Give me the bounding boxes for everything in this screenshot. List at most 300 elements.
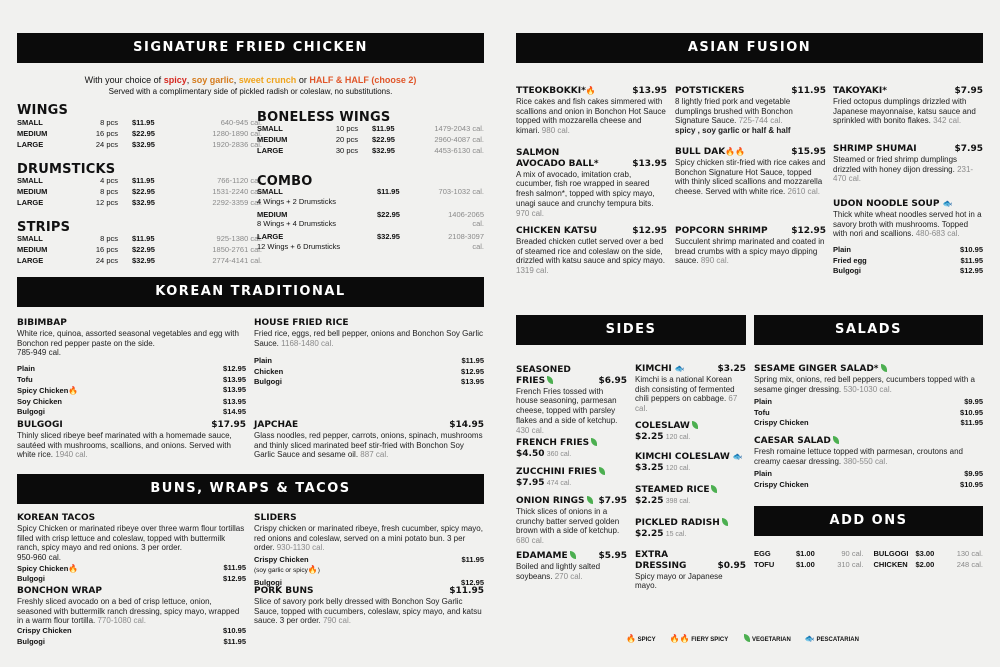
banner-title: SALADS (835, 322, 902, 338)
banner-sides (516, 315, 746, 345)
popcorn-title: POPCORN SHRIMP (675, 226, 768, 236)
option-price: $9.95 (964, 469, 983, 479)
sesame-salad-title: SESAME GINGER SALAD* (754, 364, 879, 374)
size-price: $22.95 (132, 128, 155, 138)
size-cal: 4453-6130 cal. (434, 145, 484, 155)
option-price: $12.95 (960, 266, 983, 276)
option-price: $13.95 (223, 385, 246, 395)
caesar-salad-options (754, 469, 983, 490)
kimchi-coleslaw-price: $3.25 (635, 462, 664, 473)
pork-buns-title: PORK BUNS (254, 586, 314, 596)
size-row (257, 135, 484, 146)
size-price: $32.95 (132, 139, 155, 149)
strips-title: STRIPS (17, 220, 71, 235)
size-pieces: 8 pcs (100, 234, 118, 243)
combo-cal: 1406-2065 cal. (448, 209, 484, 229)
tteokbokki-price: $13.95 (632, 86, 667, 96)
vegetarian-icon (599, 467, 605, 475)
banner-title: ADD ONS (829, 513, 908, 529)
sliders-opt1-note: (soy garlic or spicy🔥) (254, 564, 320, 574)
add-on-price: $1.00 (796, 559, 815, 569)
seasoned-fries-title-1: SEASONED (516, 365, 571, 375)
tacos-options (17, 563, 246, 585)
house-rice-options (254, 356, 484, 388)
katsu-cal: 1319 cal. (516, 266, 549, 276)
edamame-item (516, 551, 627, 581)
size-pieces: 4 pcs (100, 176, 118, 185)
pescatarian-icon: 🐟 (804, 634, 815, 643)
japchae-item (254, 420, 484, 460)
option-price: $14.95 (223, 407, 246, 417)
coleslaw-price: $2.25 (635, 431, 664, 442)
size-price: $32.95 (132, 255, 155, 265)
shrimp-shumai-item (833, 144, 983, 184)
add-on-row (754, 549, 864, 560)
seasoned-fries-price: $6.95 (598, 375, 627, 386)
add-on-cal: 310 cal. (837, 559, 864, 569)
size-pieces: 24 pcs (95, 255, 118, 265)
french-fries-title: FRENCH FRIES (516, 438, 590, 448)
udon-noodle-soup-item (833, 199, 983, 277)
boneless-wings-title: BONELESS WINGS (257, 110, 391, 125)
vegetarian-icon (833, 436, 839, 444)
banner-buns-wraps-tacos (17, 474, 484, 504)
bonchon-wrap-item (17, 586, 246, 647)
spicy-icon: 🔥 (307, 564, 318, 574)
bulgogi-price: $17.95 (211, 420, 246, 430)
size-label: LARGE (17, 255, 44, 265)
steamed-rice-cal: 398 cal. (665, 497, 691, 505)
salmon-title-line2: AVOCADO BALL* (516, 158, 599, 169)
bulldak-price: $15.95 (791, 147, 826, 157)
shumai-title: SHRIMP SHUMAI (833, 144, 917, 154)
bibimbap-options (17, 364, 246, 418)
pickled-radish-cal: 15 cal. (665, 530, 687, 538)
size-row (17, 234, 262, 245)
intro-subtext: Served with a complimentary side of pickled radish or coleslaw, no substitutions. (108, 87, 393, 96)
drumsticks-table (17, 176, 262, 209)
size-row (17, 129, 262, 140)
kimchi-price: $3.25 (717, 364, 746, 374)
popcorn-shrimp-item (675, 226, 826, 266)
option-row (754, 397, 983, 408)
tacos-desc: Spicy Chicken or marinated ribeye over three warm flour tortillas filled with crisp lettuce and coleslaw, topped with buttermilk ranch, spicy mayo and red onions. 3 per order. (17, 523, 245, 553)
bull-dak-item (675, 147, 826, 197)
option-price: $10.95 (960, 479, 983, 489)
steamed-rice-price: $2.25 (635, 495, 664, 506)
popcorn-price: $12.95 (791, 226, 826, 236)
add-on-cal: 130 cal. (956, 549, 983, 558)
size-label: MEDIUM (17, 186, 48, 196)
size-cal: 1850-2761 cal. (212, 244, 262, 254)
tteokbokki-item (516, 86, 667, 136)
option-label: Chicken (254, 366, 284, 376)
option-label: Bulgogi (17, 407, 45, 417)
kimchi-desc: Kimchi is a national Korean dish consisting of fermented chili peppers on cabbage. (635, 374, 735, 404)
combo-title: COMBO (257, 174, 313, 189)
option-price: $13.95 (223, 374, 246, 384)
wrap-title: BONCHON WRAP (17, 586, 102, 596)
caesar-salad-item (754, 436, 983, 490)
udon-desc: Thick white wheat noodles served hot in a savory broth with mushrooms. Topped with nori and scallions. (833, 209, 982, 239)
option-label: Plain (754, 397, 772, 407)
option-row (833, 245, 983, 256)
house-rice-title: HOUSE FRIED RICE (254, 318, 349, 328)
option-price: $11.95 (223, 562, 246, 572)
size-cal: 1479-2043 cal. (434, 124, 484, 133)
kimchi-item (635, 364, 746, 414)
combo-left (257, 187, 377, 207)
bibimbap-item (17, 318, 246, 418)
intro-lead: With your choice of (84, 75, 162, 85)
extra-dressing-title-1: EXTRA (635, 550, 669, 560)
option-label: Crispy Chicken (17, 626, 72, 636)
shumai-price: $7.95 (954, 144, 983, 154)
katsu-price: $12.95 (632, 226, 667, 236)
sliders-cal: 930-1130 cal. (276, 543, 325, 553)
steamed-rice-title: STEAMED RICE (635, 485, 710, 495)
shumai-cal: 231-470 cal. (833, 164, 974, 184)
size-label: MEDIUM (17, 244, 48, 254)
option-row (833, 256, 983, 267)
vegetarian-icon (587, 496, 593, 504)
option-row (833, 266, 983, 277)
bulgogi-item (17, 420, 246, 460)
size-price: $32.95 (372, 145, 395, 155)
wrap-options (17, 626, 246, 647)
sliders-desc: Crispy chicken or marinated ribeye, fresh cucumber, spicy mayo, red onions and coleslaw, served on a mini potato bun. 3 per order. (254, 523, 483, 553)
seasoned-fries-title-2: FRIES (516, 375, 546, 386)
option-label: Tofu (17, 374, 33, 384)
japchae-desc: Glass noodles, red pepper, carrots, onions, spinach, mushrooms and thinly sliced marinated beef stir-fried with Bonchon Soy Garlic Sauce and sesame oil. (254, 430, 483, 460)
size-cal: 1280-1890 cal. (212, 128, 262, 138)
bulldak-title: BULL DAK (675, 147, 726, 157)
banner-title: KOREAN TRADITIONAL (155, 284, 346, 300)
seasoned-fries-cal: 430 cal. (516, 425, 545, 435)
size-price: $11.95 (372, 124, 395, 133)
french-fries-cal: 360 cal. (546, 450, 572, 458)
add-on-name: BULGOGI (873, 549, 909, 558)
size-label: SMALL (17, 176, 43, 185)
bulgogi-desc: Thinly sliced ribeye beef marinated with a homemade sauce, sautéed with mushrooms, scallions, and onions. Served with white rice. (17, 430, 232, 460)
combo-cal: 2108-3097 cal. (448, 232, 484, 251)
option-row (754, 480, 983, 491)
combo-left (257, 232, 377, 252)
wrap-desc: Freshly sliced avocado on a bed of crisp lettuce, onion, seasoned with buttermilk ranch dressing, spicy mayo, wrapped in a warm flour tortilla. (17, 596, 240, 626)
banner-title: SIDES (605, 322, 657, 338)
option-price: $12.95 (461, 366, 484, 376)
option-label: Tofu (754, 407, 770, 417)
combo-contents: 12 Wings + 6 Drumsticks (257, 241, 341, 251)
combo-row (257, 187, 484, 207)
size-label: SMALL (257, 124, 283, 133)
japchae-cal: 887 cal. (360, 450, 389, 460)
takoyaki-title: TAKOYAKI* (833, 86, 887, 96)
option-row (17, 407, 246, 418)
sesame-salad-desc: Spring mix, onions, red bell peppers, cucumbers topped with a sesame ginger dressing. (754, 374, 976, 394)
size-row (17, 245, 262, 256)
bulgogi-title: BULGOGI (17, 420, 63, 430)
intro-or: or (298, 75, 307, 85)
combo-price: $22.95 (377, 209, 400, 219)
size-price: $11.95 (132, 118, 155, 127)
zucchini-fries-price: $7.95 (516, 477, 545, 488)
potstickers-title: POTSTICKERS (675, 86, 745, 96)
caesar-salad-cal: 380-550 cal. (843, 456, 888, 466)
option-label: Plain (754, 469, 772, 479)
size-price: $22.95 (132, 244, 155, 254)
pork-buns-cal: 790 cal. (322, 616, 351, 626)
size-row (257, 146, 484, 157)
flavor-half-half: HALF & HALF (choose 2) (309, 75, 417, 85)
option-row (754, 408, 983, 419)
add-on-cal: 90 cal. (841, 549, 864, 558)
sliders-item (254, 513, 484, 589)
option-row (17, 563, 246, 575)
size-price: $22.95 (132, 186, 155, 196)
takoyaki-desc: Fried octopus dumplings drizzled with Japanese mayonnaise, katsu sauce and sprinkled with bonito flakes. (833, 96, 976, 126)
salmon-price: $13.95 (632, 158, 667, 169)
size-cal: 640-945 cal. (220, 118, 262, 127)
chicken-katsu-item (516, 226, 667, 276)
tteokbokki-desc: Rice cakes and fish cakes simmered with scallions and onion in Bonchon Hot Sauce topped with mozzarella cheese and kimari. (516, 96, 666, 136)
bibimbap-cal: 785-949 cal. (17, 348, 62, 358)
kimchi-coleslaw-title: KIMCHI COLESLAW (635, 452, 730, 462)
combo-price: $32.95 (377, 232, 400, 241)
takoyaki-cal: 342 cal. (933, 116, 962, 126)
bibimbap-desc: White rice, quinoa, assorted seasonal vegetables and egg with Bonchon red pepper paste on the side. (17, 328, 239, 348)
add-on-price: $1.00 (796, 549, 815, 558)
bulldak-desc: Spicy chicken stir-fried with rice cakes and Bonchon Signature Hot Sauce, topped with thinly sliced scallions and mozzarella cheese. Served with white rice. (675, 157, 826, 197)
size-pieces: 16 pcs (95, 244, 118, 254)
japchae-title: JAPCHAE (254, 420, 299, 430)
combo-size: LARGE (257, 232, 284, 241)
edamame-desc: Boiled and lightly salted soybeans. (516, 561, 601, 581)
size-pieces: 10 pcs (335, 124, 358, 133)
option-label: Spicy Chicken🔥 (17, 386, 79, 396)
option-label: Spicy Chicken🔥 (17, 563, 79, 573)
banner-korean-traditional (17, 277, 484, 307)
katsu-title: CHICKEN KATSU (516, 226, 598, 236)
size-label: LARGE (17, 139, 44, 149)
edamame-price: $5.95 (598, 551, 627, 561)
option-price: $10.95 (223, 626, 246, 636)
popcorn-desc: Succulent shrimp marinated and coated in bread crumbs with a spicy mayo dipping sauce. (675, 236, 825, 266)
add-on-price: $2.00 (915, 559, 935, 569)
combo-contents: 4 Wings + 2 Drumsticks (257, 196, 336, 206)
option-row (17, 637, 246, 648)
flavor-soy-garlic: soy garlic (191, 75, 234, 85)
option-price: $11.95 (960, 255, 983, 265)
option-row (254, 377, 484, 388)
tacos-title: KOREAN TACOS (17, 513, 96, 523)
size-price: $11.95 (132, 176, 155, 185)
size-label: MEDIUM (257, 134, 288, 144)
udon-cal: 480-683 cal. (915, 229, 960, 239)
onion-rings-cal: 680 cal. (516, 536, 545, 546)
size-pieces: 20 pcs (335, 134, 358, 144)
size-cal: 2774-4141 cal. (212, 255, 262, 265)
vegetarian-icon (744, 634, 750, 642)
size-price: $32.95 (132, 197, 155, 207)
add-on-cal: 248 cal. (956, 559, 983, 569)
spicy-icon: 🔥 (626, 634, 636, 643)
boneless-table (257, 124, 484, 157)
option-label: Plain (833, 245, 851, 255)
zucchini-fries-item (516, 467, 627, 489)
size-cal: 2960-4087 cal. (434, 134, 484, 144)
option-row (754, 469, 983, 480)
legend-pescatarian: 🐟 PESCATARIAN (804, 634, 859, 643)
salmon-cal: 970 cal. (516, 208, 545, 218)
add-on-name: TOFU (754, 559, 775, 569)
combo-cal: 703-1032 cal. (438, 187, 484, 196)
kimchi-cal: 67 cal. (635, 394, 738, 414)
salmon-title-line1: SALMON (516, 148, 560, 158)
onion-rings-item (516, 496, 627, 546)
combo-left (257, 210, 377, 230)
option-price: $9.95 (964, 397, 983, 407)
option-row (17, 385, 246, 397)
zucchini-fries-cal: 474 cal. (546, 479, 572, 487)
coleslaw-title: COLESLAW (635, 421, 690, 431)
legend-fiery-spicy: 🔥🔥 FIERY SPICY (669, 634, 729, 643)
french-fries-price: $4.50 (516, 448, 545, 459)
strips-table (17, 234, 262, 267)
pescatarian-icon: 🐟 (674, 364, 685, 373)
bulldak-cal: 2610 cal. (787, 187, 820, 197)
seasoned-fries-desc: French Fries tossed with house seasoning, parmesan cheese, topped with parsley flakes and a side of ketchup. (516, 386, 618, 425)
sesame-salad-cal: 530-1030 cal. (843, 384, 892, 394)
size-row (17, 118, 262, 129)
house-rice-cal: 1168-1480 cal. (281, 338, 334, 348)
vegetarian-icon (711, 485, 717, 493)
wings-title: WINGS (17, 103, 69, 118)
udon-title: UDON NOODLE SOUP (833, 199, 940, 209)
legend (626, 634, 859, 644)
tteokbokki-cal: 980 cal. (541, 126, 570, 136)
option-label: Plain (254, 356, 272, 366)
house-fried-rice-item (254, 318, 484, 388)
spicy-icon: 🔥 (68, 386, 79, 396)
potstickers-desc: 8 lightly fried pork and vegetable dumplings brushed with Bonchon Signature Sauce. (675, 96, 793, 126)
size-cal: 925-1380 cal. (216, 234, 262, 243)
size-cal: 1531-2240 cal. (212, 186, 262, 196)
kimchi-coleslaw-item (635, 452, 746, 474)
vegetarian-icon (591, 438, 597, 446)
option-row (17, 397, 246, 408)
option-label: Bulgogi (17, 574, 45, 584)
fiery-spicy-icon: 🔥🔥 (669, 634, 690, 643)
size-pieces: 8 pcs (100, 118, 118, 127)
add-on-name: EGG (754, 549, 771, 558)
option-row (254, 367, 484, 378)
option-label: Crispy Chicken (754, 418, 809, 428)
option-price: $10.95 (960, 245, 983, 255)
option-price: $10.95 (960, 407, 983, 417)
option-price: $11.95 (960, 418, 983, 428)
flavor-spicy: spicy (163, 75, 187, 85)
sliders-opt1-label: Crispy Chicken (254, 555, 309, 565)
onion-rings-desc: Thick slices of onions in a crunchy batter served golden brown with a side of ketchup. (516, 506, 620, 536)
onion-rings-title: ONION RINGS (516, 496, 585, 506)
option-label: Crispy Chicken (754, 479, 809, 489)
edamame-cal: 270 cal. (554, 571, 583, 581)
size-label: LARGE (17, 197, 44, 207)
size-pieces: 12 pcs (95, 197, 118, 207)
extra-dressing-item (635, 550, 746, 591)
combo-size: MEDIUM (257, 209, 288, 219)
add-on-price: $3.00 (915, 549, 935, 558)
popcorn-cal: 890 cal. (700, 256, 729, 266)
size-row (17, 256, 262, 267)
coleslaw-item (635, 421, 746, 443)
size-cal: 766-1120 cal. (217, 176, 262, 185)
sesame-ginger-salad-item (754, 364, 983, 429)
kimchi-title: KIMCHI (635, 364, 672, 374)
option-label: Soy Chicken (17, 396, 63, 406)
sliders-opt2-price: $12.95 (461, 578, 484, 588)
caesar-salad-title: CAESAR SALAD (754, 436, 831, 446)
pickled-radish-price: $2.25 (635, 528, 664, 539)
extra-dressing-title-2: DRESSING (635, 560, 687, 571)
sliders-title: SLIDERS (254, 513, 297, 523)
zucchini-fries-title: ZUCCHINI FRIES (516, 467, 597, 477)
potstickers-note: spicy , soy garlic or half & half (675, 126, 791, 136)
add-on-name: CHICKEN (873, 559, 908, 569)
combo-row (257, 232, 484, 252)
shumai-desc: Steamed or fried shrimp dumplings drizzled with honey dijon dressing. (833, 154, 958, 174)
bulgogi-cal: 1940 cal. (55, 450, 88, 460)
seasoned-fries-item (516, 365, 627, 435)
katsu-desc: Breaded chicken cutlet served over a bed of steamed rice and coleslaw on the side, drizzled with katsu sauce and spicy mayo. (516, 236, 665, 266)
coleslaw-cal: 120 cal. (665, 433, 691, 441)
extra-dressing-desc: Spicy mayo or Japanese mayo. (635, 571, 723, 591)
banner-title: ASIAN FUSION (687, 40, 812, 56)
french-fries-item (516, 438, 627, 460)
option-label: Bulgogi (17, 636, 45, 646)
size-pieces: 16 pcs (95, 128, 118, 138)
drumsticks-title: DRUMSTICKS (17, 162, 116, 177)
flavor-sweet-crunch: sweet crunch (238, 75, 297, 85)
pickled-radish-item (635, 518, 746, 540)
size-pieces: 30 pcs (335, 145, 358, 155)
option-label: Bulgogi (254, 377, 282, 387)
option-row (17, 375, 246, 386)
size-row (17, 187, 262, 198)
tteokbokki-title: TTEOKBOKKI* (516, 86, 586, 96)
banner-salads (754, 315, 983, 345)
legend-spicy: 🔥 SPICY (626, 634, 656, 643)
salmon-avocado-ball-item (516, 148, 667, 218)
option-row (17, 364, 246, 375)
option-price: $11.95 (461, 356, 484, 366)
vegetarian-icon (881, 364, 887, 372)
size-label: SMALL (17, 234, 43, 243)
add-on-row (874, 549, 984, 560)
size-label: LARGE (257, 145, 284, 155)
pork-buns-price: $11.95 (449, 586, 484, 596)
takoyaki-price: $7.95 (954, 86, 983, 96)
option-row (17, 626, 246, 637)
combo-row (257, 210, 484, 230)
tacos-cal: 950-960 cal. (17, 553, 62, 563)
size-label: SMALL (17, 118, 43, 127)
udon-options (833, 245, 983, 277)
potstickers-cal: 725-744 cal. (738, 116, 783, 126)
vegetarian-icon (570, 551, 576, 559)
option-price: $12.95 (223, 574, 246, 584)
